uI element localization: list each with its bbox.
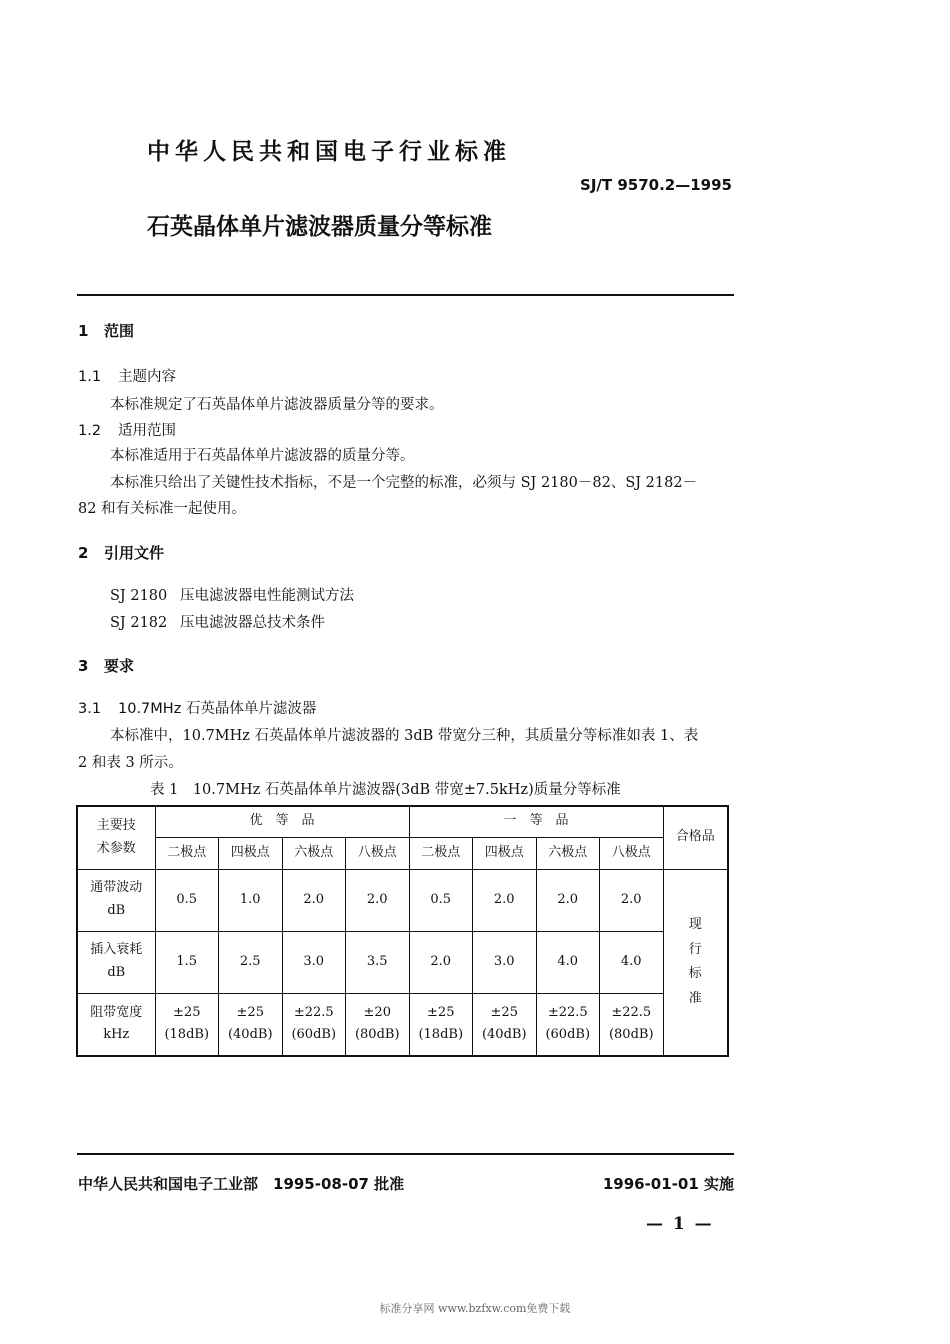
- table-caption: 表 1 10.7MHz 石英晶体单片滤波器(3dB 带宽±7.5kHz)质量分等标准: [150, 782, 621, 798]
- cell-note: (18dB): [164, 1027, 210, 1043]
- table-cell: 2.0: [536, 869, 600, 931]
- reference-code: SJ 2182: [110, 615, 168, 631]
- pole-header: 四极点: [473, 837, 537, 869]
- section-number: 3.1: [78, 701, 102, 717]
- paragraph: 本标准适用于石英晶体单片滤波器的质量分等。: [110, 448, 415, 464]
- section-title: 主题内容: [118, 369, 176, 385]
- cell-value: ±22.5: [611, 1004, 652, 1020]
- pole-header: 八极点: [346, 837, 410, 869]
- table-cell: 3.5: [346, 931, 410, 993]
- cell-note: (40dB): [481, 1027, 527, 1043]
- cell-note: (80dB): [608, 1027, 654, 1043]
- qualified-value: 现行标准: [688, 916, 702, 1006]
- cell-value: ±22.5: [293, 1004, 334, 1020]
- paragraph-continuation: 82 和有关标准一起使用。: [78, 501, 247, 517]
- cell-value: ±25: [427, 1004, 455, 1020]
- table-cell: 0.5: [409, 869, 473, 931]
- row-unit: dB: [107, 903, 126, 918]
- section-title: 适用范围: [118, 423, 176, 439]
- pole-header: 二极点: [409, 837, 473, 869]
- table-cell: [536, 993, 600, 1056]
- footer-divider: [77, 1153, 734, 1155]
- paragraph: 本标准只给出了关键性技术指标，不是一个完整的标准，必须与 SJ 2180－82、SJ 2182－: [110, 475, 698, 491]
- section-number: 3: [78, 657, 89, 675]
- reference-title: 压电滤波器电性能测试方法: [180, 588, 354, 604]
- row-label: [77, 869, 155, 931]
- section-title: 范围: [104, 322, 135, 340]
- reference-title: 压电滤波器总技术条件: [180, 615, 325, 631]
- section-number: 1.1: [78, 369, 102, 385]
- effective-date: 1996-01-01 实施: [602, 1175, 734, 1193]
- cell-note: (60dB): [291, 1027, 337, 1043]
- table-cell: [282, 993, 346, 1056]
- watermark: 标准分享网 www.bzfxw.com免费下载: [379, 1302, 571, 1315]
- table-cell: 4.0: [536, 931, 600, 993]
- section-title: 10.7MHz 石英晶体单片滤波器: [118, 701, 317, 717]
- section-title: 要求: [104, 657, 135, 675]
- paragraph-continuation: 2 和表 3 所示。: [78, 755, 183, 771]
- table-cell: 1.0: [219, 869, 283, 931]
- row-name: 插入衰耗: [90, 942, 143, 958]
- table-cell: 2.0: [409, 931, 473, 993]
- section-title: 引用文件: [104, 544, 165, 562]
- standard-org: 中华人民共和国电子行业标准: [147, 139, 511, 165]
- pole-header: 四极点: [219, 837, 283, 869]
- row-label: [77, 993, 155, 1056]
- table-cell: 3.0: [282, 931, 346, 993]
- table-cell: 2.0: [282, 869, 346, 931]
- section-1-2-heading: [78, 419, 176, 440]
- section-2-heading: [78, 542, 164, 563]
- standard-code: SJ/T 9570.2—1995: [580, 176, 732, 194]
- section-3-heading: [78, 655, 134, 676]
- table-cell: 2.0: [600, 869, 664, 931]
- page-number: — 1 —: [646, 1214, 714, 1234]
- issuer-approval: 中华人民共和国电子工业部 1995-08-07 批准: [78, 1175, 405, 1193]
- section-1-heading: [78, 320, 134, 341]
- table-cell: 4.0: [600, 931, 664, 993]
- cell-note: (18dB): [418, 1027, 464, 1043]
- table-cell: 0.5: [155, 869, 219, 931]
- cell-note: (80dB): [354, 1027, 400, 1043]
- pole-header: 二极点: [155, 837, 219, 869]
- pole-header: 八极点: [600, 837, 664, 869]
- section-number: 1.2: [78, 423, 102, 439]
- group-header-first: 一 等 品: [409, 806, 663, 837]
- section-number: 2: [78, 544, 89, 562]
- cell-value: ±25: [490, 1004, 518, 1020]
- table-cell: [473, 993, 537, 1056]
- cell-value: ±25: [236, 1004, 264, 1020]
- table-cell: [346, 993, 410, 1056]
- table-cell: 2.0: [473, 869, 537, 931]
- section-number: 1: [78, 322, 89, 340]
- group-header-superior: 优 等 品: [155, 806, 409, 837]
- table-row: [77, 869, 728, 931]
- row-label: [77, 931, 155, 993]
- group-header-qualified: 合格品: [663, 806, 728, 869]
- row-name: 通带波动: [90, 880, 143, 896]
- paragraph: 本标准中，10.7MHz 石英晶体单片滤波器的 3dB 带宽分三种，其质量分等标准如表 1、表: [110, 728, 699, 744]
- table-cell: [600, 993, 664, 1056]
- table-cell: [409, 993, 473, 1056]
- row-unit: kHz: [103, 1027, 130, 1043]
- table-cell: 2.0: [346, 869, 410, 931]
- reference-item: [110, 584, 354, 605]
- document-title: 石英晶体单片滤波器质量分等标准: [147, 214, 492, 240]
- cell-note: (60dB): [545, 1027, 591, 1043]
- param-header: [77, 806, 155, 869]
- cell-value: ±22.5: [547, 1004, 588, 1020]
- pole-header: 六极点: [282, 837, 346, 869]
- reference-code: SJ 2180: [110, 588, 168, 604]
- row-unit: dB: [107, 965, 126, 980]
- table-row: [77, 993, 728, 1056]
- table-cell: 3.0: [473, 931, 537, 993]
- cell-note: (40dB): [227, 1027, 273, 1043]
- param-header-line: 术参数: [96, 840, 136, 856]
- header-divider: [77, 294, 734, 296]
- cell-value: ±20: [363, 1004, 391, 1020]
- reference-item: [110, 611, 325, 632]
- table-row: [77, 931, 728, 993]
- row-name: 阻带宽度: [90, 1004, 143, 1020]
- table-cell: 1.5: [155, 931, 219, 993]
- qualified-cell: [663, 869, 728, 1056]
- table-cell: 2.5: [219, 931, 283, 993]
- pole-header: 六极点: [536, 837, 600, 869]
- param-header-line: 主要技: [96, 818, 136, 833]
- quality-grade-table: [76, 805, 729, 1057]
- cell-value: ±25: [173, 1004, 201, 1020]
- table-cell: [219, 993, 283, 1056]
- paragraph: 本标准规定了石英晶体单片滤波器质量分等的要求。: [110, 397, 444, 413]
- section-3-1-heading: [78, 697, 316, 718]
- table-cell: [155, 993, 219, 1056]
- section-1-1-heading: [78, 365, 176, 386]
